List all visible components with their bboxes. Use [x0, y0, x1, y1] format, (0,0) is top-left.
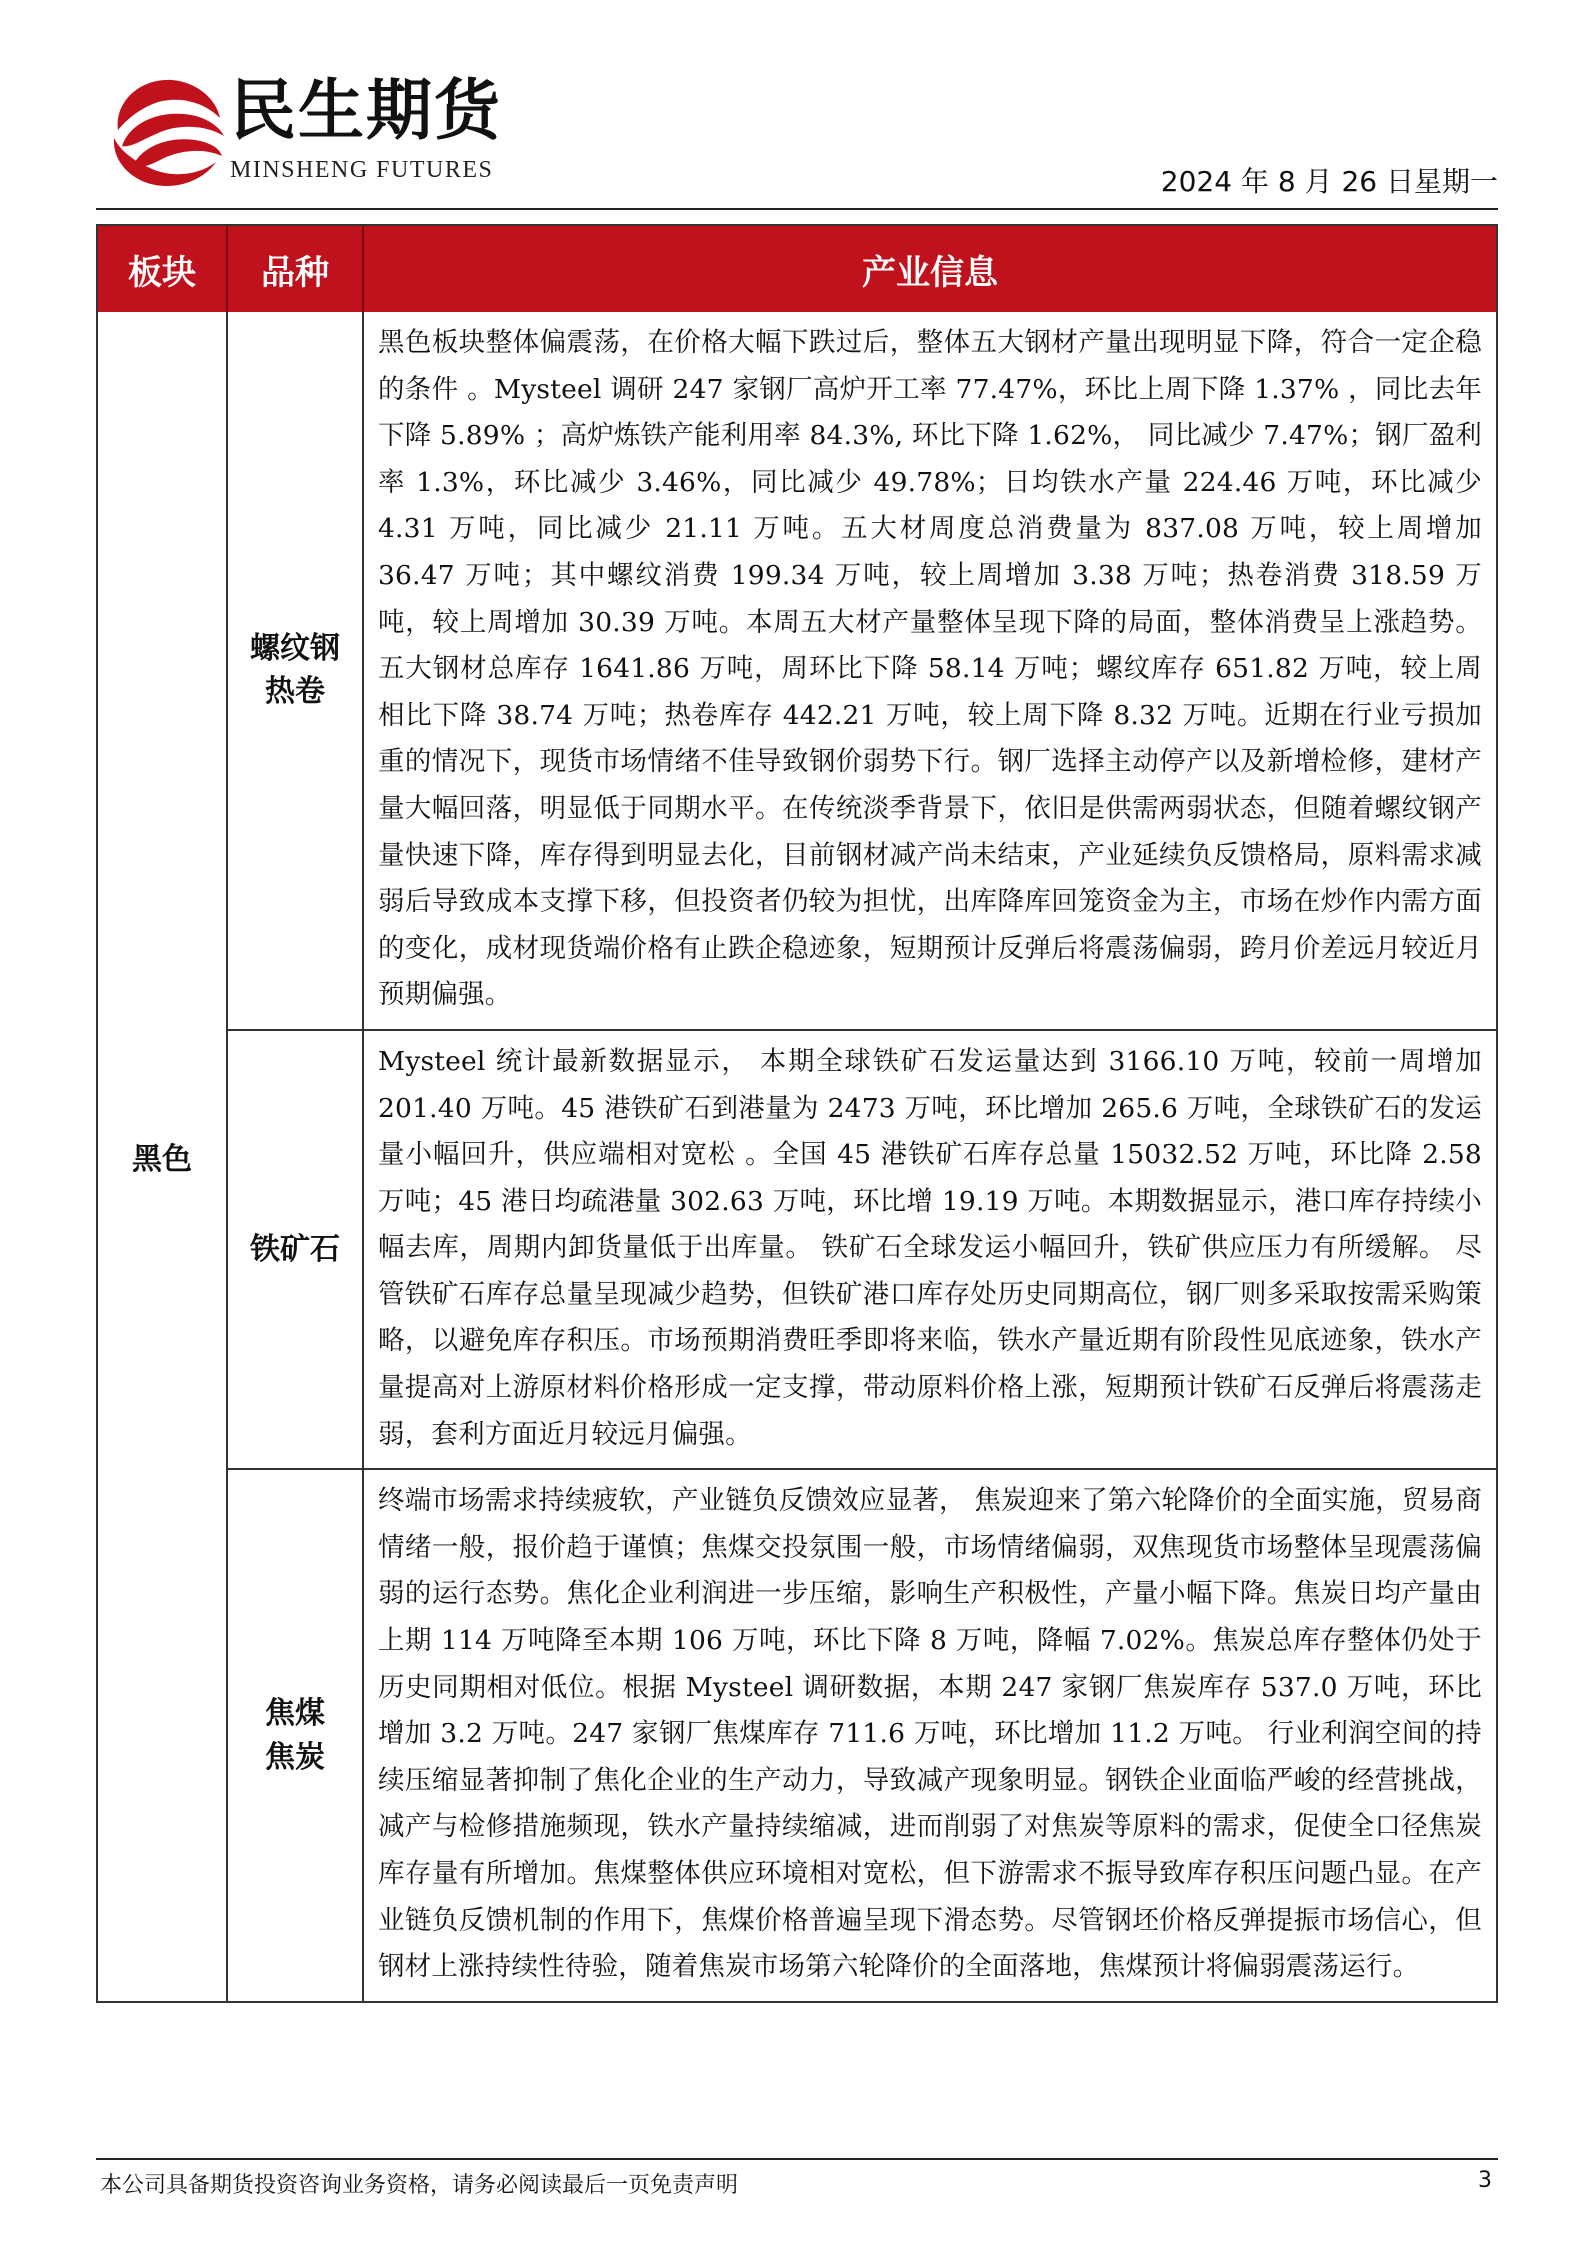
page-number: 3 — [1478, 2168, 1492, 2193]
sector-cell: 黑色 — [98, 312, 228, 2001]
brand-name-en: MINSHENG FUTURES — [230, 157, 494, 183]
industry-info-table — [96, 224, 1498, 2003]
table-row — [228, 312, 1496, 1031]
info-cell-iron-ore: Mysteel 统计最新数据显示， 本期全球铁矿石发运量达到 3166.10 万吨，较前一周增加 201.40 万吨。45 港铁矿石到港量为 2473 万吨，环比增加 265.6 万吨，全球铁矿石的发运量小幅回升，供应端相对宽松 。全国 45 港铁矿石库存总量 15032.52 万吨，环比降 2.58 万吨；45 港日均疏港量 302.63 万吨，环比增 19.19 万吨。本期数据显示，港口库存持续小幅去库，周期内卸货量低于出库量。 铁矿石全球发运小幅回升，铁矿供应压力有所缓解。 尽管铁矿石库存总量呈现减少趋势，但铁矿港口库存处历史同期高位，钢厂则多采取按需采购策略，以避免库存积压。市场预期消费旺季即将来临，铁水产量近期有阶段性见底迹象，铁水产量提高对上游原材料价格形成一定支撑，带动原料价格上涨，短期预计铁矿石反弹后将震荡走弱，套利方面近月较远月偏强。 — [378, 1045, 1482, 1450]
variety-label: 焦煤 焦炭 — [265, 1696, 325, 1775]
header-variety: 品种 — [228, 226, 364, 312]
variety-rows — [228, 312, 1496, 2001]
header-divider — [96, 208, 1498, 210]
variety-cell-coking — [228, 1470, 364, 2001]
table-header-row — [98, 226, 1496, 312]
table-row — [228, 1031, 1496, 1470]
info-cell-rebar-hrc: 黑色板块整体偏震荡，在价格大幅下跌过后，整体五大钢材产量出现明显下降，符合一定企稳的条件 。Mysteel 调研 247 家钢厂高炉开工率 77.47%，环比上周下降 1.37% ，同比去年下降 5.89% ；高炉炼铁产能利用率 84.3%, 环比下降 1.62%， 同比减少 7.47%；钢厂盈利率 1.3%，环比减少 3.46%，同比减少 49.78%；日均铁水产量 224.46 万吨，环比减少 4.31 万吨，同比减少 21.11 万吨。五大材周度总消费量为 837.08 万吨，较上周增加 36.47 万吨；其中螺纹消费 199.34 万吨，较上周增加 3.38 万吨；热卷消费 318.59 万吨，较上周增加 30.39 万吨。本周五大材产量整体呈现下降的局面，整体消费呈上涨趋势。五大钢材总库存 1641.86 万吨，周环比下降 58.14 万吨；螺纹库存 651.82 万吨，较上周相比下降 38.74 万吨；热卷库存 442.21 万吨，较上周下降 8.32 万吨。近期在行业亏损加重的情况下，现货市场情绪不佳导致钢价弱势下行。钢厂选择主动停产以及新增检修，建材产量大幅回落，明显低于同期水平。在传统淡季背景下，依旧是供需两弱状态，但随着螺纹钢产量快速下降，库存得到明显去化，目前钢材减产尚未结束，产业延续负反馈格局，原料需求减弱后导致成本支撑下移，但投资者仍较为担忧，出库降库回笼资金为主，市场在炒作内需方面的变化，成材现货端价格有止跌企稳迹象，短期预计反弹后将震荡偏弱，跨月价差远月较近月预期偏强。 — [378, 327, 1482, 1011]
header-industry-info: 产业信息 — [862, 252, 998, 293]
variety-cell-rebar-hrc — [228, 312, 364, 1029]
table-body — [98, 312, 1496, 2001]
report-date: 2024 年 8 月 26 日星期一 — [1160, 165, 1498, 198]
variety-cell-iron-ore — [228, 1031, 364, 1468]
minsheng-logo-icon — [100, 72, 230, 192]
variety-label: 螺纹钢 热卷 — [250, 630, 340, 710]
page-header — [0, 0, 1588, 200]
info-cell-coking: 终端市场需求持续疲软，产业链负反馈效应显著， 焦炭迎来了第六轮降价的全面实施，贸易商情绪一般，报价趋于谨慎；焦煤交投氛围一般，市场情绪偏弱，双焦现货市场整体呈现震荡偏弱的运行态势。焦化企业利润进一步压缩，影响生产积极性，产量小幅下降。焦炭日均产量由上期 114 万吨降至本期 106 万吨，环比下降 8 万吨，降幅 7.02%。焦炭总库存整体仍处于历史同期相对低位。根据 Mysteel 调研数据，本期 247 家钢厂焦炭库存 537.0 万吨，环比增加 3.2 万吨。247 家钢厂焦煤库存 711.6 万吨，环比增加 11.2 万吨。 行业利润空间的持续压缩显著抑制了焦化企业的生产动力，导致减产现象明显。钢铁企业面临严峻的经营挑战，减产与检修措施频现，铁水产量持续缩减，进而削弱了对焦炭等原料的需求，促使全口径焦炭库存量有所增加。焦煤整体供应环境相对宽松，但下游需求不振导致库存积压问题凸显。在产业链负反馈机制的作用下，焦煤价格普遍呈现下滑态势。尽管钢坯价格反弹提振市场信心，但钢材上涨持续性待验，随着焦炭市场第六轮降价的全面落地，焦煤预计将偏弱震荡运行。 — [378, 1485, 1482, 1983]
footer-disclaimer: 本公司具备期货投资咨询业务资格，请务必阅读最后一页免责声明 — [100, 2173, 739, 2198]
variety-label: 铁矿石 — [250, 1231, 340, 1267]
footer-divider — [96, 2158, 1498, 2160]
brand-name-cn: 民生期货 — [230, 72, 502, 149]
table-row — [228, 1470, 1496, 2001]
header-sector: 板块 — [98, 226, 228, 312]
